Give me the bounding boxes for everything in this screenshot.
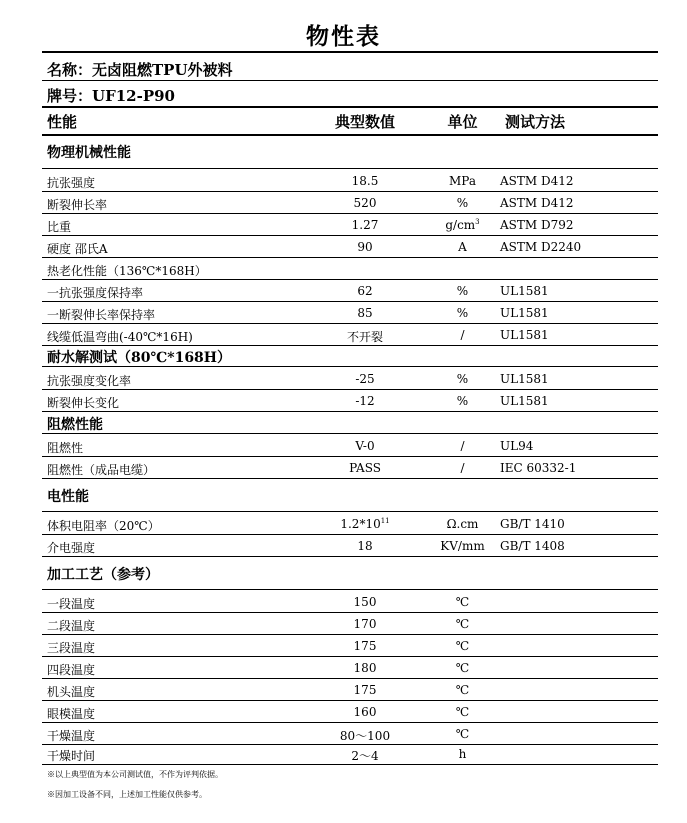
property-unit — [430, 683, 495, 697]
table-row — [0, 457, 687, 479]
test-method: UL94 — [500, 439, 534, 453]
table-row — [0, 679, 687, 701]
page-title: 物性表 — [306, 23, 381, 50]
property-unit — [430, 595, 495, 609]
property-value — [300, 372, 430, 386]
unit-text: / — [460, 461, 465, 475]
property-name: 一抗张强度保持率 — [47, 286, 144, 300]
row-rule — [42, 764, 658, 765]
property-value — [300, 394, 430, 408]
value-text: 1.2*10 — [340, 517, 381, 531]
unit-text: ℃ — [455, 617, 470, 631]
property-name: 干燥时间 — [47, 749, 96, 763]
unit-text: Ω.cm — [446, 517, 479, 531]
section-title: 耐水解测试（80℃*168H） — [47, 350, 232, 366]
test-method: GB/T 1408 — [500, 539, 565, 553]
property-name: 一段温度 — [47, 597, 96, 611]
property-name: 断裂伸长率 — [47, 198, 108, 212]
unit-text: % — [456, 306, 469, 320]
property-unit — [430, 705, 495, 719]
property-name: 抗张强度变化率 — [47, 374, 132, 388]
section-title: 电性能 — [47, 489, 89, 505]
property-value — [300, 240, 430, 254]
property-name: 机头温度 — [47, 685, 96, 699]
property-unit — [430, 306, 495, 320]
property-name: 热老化性能（136℃*168H） — [47, 264, 207, 278]
unit-text: A — [458, 240, 467, 254]
test-method: UL1581 — [500, 306, 549, 320]
property-name: 阻燃性（成品电缆） — [47, 463, 156, 477]
top-rule — [42, 51, 658, 53]
unit-text: ℃ — [455, 683, 470, 697]
table-row — [0, 170, 687, 192]
table-row — [0, 657, 687, 679]
section-rule — [42, 589, 658, 590]
test-method: ASTM D792 — [500, 218, 574, 232]
table-row — [0, 368, 687, 390]
value-text: 520 — [353, 196, 377, 210]
property-unit — [430, 617, 495, 631]
property-value — [300, 727, 430, 744]
unit-text: g/cm — [445, 218, 476, 232]
header-property: 性能 — [47, 113, 78, 131]
property-value — [300, 284, 430, 298]
property-value — [300, 539, 430, 553]
property-value — [300, 174, 430, 188]
value-text: PASS — [349, 461, 381, 475]
unit-text: h — [458, 747, 467, 761]
table-row — [0, 435, 687, 457]
table-row — [0, 723, 687, 745]
header-bottom-rule — [42, 134, 658, 136]
unit-text: % — [456, 372, 469, 386]
row-rule — [42, 478, 658, 479]
test-method: UL1581 — [500, 394, 549, 408]
property-name: 眼模温度 — [47, 707, 96, 721]
value-text: 160 — [353, 705, 377, 719]
test-method: GB/T 1410 — [500, 517, 565, 531]
value-text: 90 — [357, 240, 373, 254]
section-rule — [42, 433, 658, 434]
section-title: 阻燃性能 — [47, 417, 103, 433]
property-unit — [430, 539, 495, 553]
property-value — [300, 683, 430, 697]
header-top-rule — [42, 106, 658, 108]
property-name: 体积电阻率（20℃） — [47, 519, 160, 533]
unit-text: ℃ — [455, 705, 470, 719]
unit-text: ℃ — [455, 595, 470, 609]
test-method: UL1581 — [500, 328, 549, 342]
divider — [42, 80, 658, 81]
unit-text: MPa — [449, 174, 476, 188]
unit-text: KV/mm — [440, 539, 485, 553]
table-row — [0, 192, 687, 214]
unit-text: / — [460, 328, 465, 342]
property-unit — [430, 461, 495, 475]
table-row — [0, 701, 687, 723]
value-text: 150 — [353, 595, 377, 609]
property-name: 抗张强度 — [47, 176, 96, 190]
property-name: 介电强度 — [47, 541, 96, 555]
table-row — [0, 280, 687, 302]
property-name: 硬度 邵氏A — [47, 242, 108, 256]
product-grade: 牌号：UF12-P90 — [47, 87, 175, 105]
table-row — [0, 324, 687, 346]
value-text: -12 — [355, 394, 375, 408]
unit-text: / — [460, 439, 465, 453]
section-title: 物理机械性能 — [47, 145, 131, 161]
property-value — [300, 747, 430, 764]
property-unit — [430, 174, 495, 188]
test-method: IEC 60332-1 — [500, 461, 577, 475]
value-text: 62 — [357, 284, 373, 298]
value-text: 175 — [353, 683, 377, 697]
property-name: 断裂伸长变化 — [47, 396, 120, 410]
section-rule — [42, 168, 658, 169]
table-row — [0, 613, 687, 635]
value-text: 18 — [357, 539, 373, 553]
value-text: V-0 — [355, 439, 375, 453]
table-row — [0, 236, 687, 258]
unit-exponent: 3 — [475, 218, 480, 226]
unit-text: % — [456, 394, 469, 408]
property-unit — [430, 727, 495, 741]
property-unit — [430, 372, 495, 386]
value-text: -25 — [355, 372, 375, 386]
property-value — [300, 218, 430, 232]
unit-text: % — [456, 196, 469, 210]
table-row — [0, 591, 687, 613]
value-text: 170 — [353, 617, 377, 631]
row-rule — [42, 411, 658, 412]
table-row — [0, 302, 687, 324]
property-value — [300, 661, 430, 675]
property-value — [300, 639, 430, 653]
value-text: 1.27 — [351, 218, 379, 232]
value-text: 18.5 — [351, 174, 379, 188]
value-text: 不开裂 — [346, 330, 383, 344]
property-unit — [430, 240, 495, 254]
property-value — [300, 461, 430, 475]
unit-text: ℃ — [455, 727, 470, 741]
property-unit — [430, 747, 495, 761]
property-value — [300, 439, 430, 453]
section-rule — [42, 511, 658, 512]
table-row — [0, 513, 687, 535]
property-unit — [430, 439, 495, 453]
property-value — [300, 306, 430, 320]
property-value — [300, 595, 430, 609]
table-row — [0, 214, 687, 236]
property-name: 干燥温度 — [47, 729, 96, 743]
table-row — [0, 635, 687, 657]
property-name: 二段温度 — [47, 619, 96, 633]
header-value: 典型数值 — [334, 113, 395, 131]
property-unit — [430, 661, 495, 675]
property-name: 四段温度 — [47, 663, 96, 677]
row-rule — [42, 345, 658, 346]
table-row — [0, 258, 687, 280]
test-method: ASTM D412 — [500, 196, 574, 210]
value-text: 180 — [353, 661, 377, 675]
property-unit — [430, 639, 495, 653]
property-unit — [430, 328, 495, 342]
row-rule — [42, 556, 658, 557]
test-method: ASTM D412 — [500, 174, 574, 188]
test-method: UL1581 — [500, 284, 549, 298]
property-value — [300, 196, 430, 210]
table-row — [0, 743, 687, 765]
unit-text: ℃ — [455, 661, 470, 675]
property-name: 线缆低温弯曲(-40℃*16H) — [47, 330, 193, 344]
property-unit — [430, 517, 495, 531]
property-value — [300, 517, 430, 531]
test-method: UL1581 — [500, 372, 549, 386]
unit-text: % — [456, 284, 469, 298]
property-value — [300, 617, 430, 631]
value-text: 85 — [357, 306, 373, 320]
product-name: 名称：无卤阻燃TPU外被料 — [47, 61, 233, 79]
header-unit: 单位 — [447, 113, 478, 131]
unit-text: ℃ — [455, 639, 470, 653]
property-unit — [430, 284, 495, 298]
value-text: 2～4 — [351, 749, 379, 763]
property-value — [300, 328, 430, 345]
value-text: 80～100 — [339, 729, 391, 743]
footnote: ※因加工设备不同，上述加工性能仅供参考。 — [47, 790, 207, 799]
footnote: ※以上典型值为本公司测试值，不作为评判依据。 — [47, 770, 223, 779]
property-name: 阻燃性 — [47, 441, 84, 455]
value-exponent: 11 — [380, 517, 390, 525]
property-name: 一断裂伸长率保持率 — [47, 308, 156, 322]
header-method: 测试方法 — [505, 113, 566, 131]
section-rule — [42, 366, 658, 367]
value-text: 175 — [353, 639, 377, 653]
property-unit — [430, 196, 495, 210]
table-row — [0, 390, 687, 412]
property-name: 比重 — [47, 220, 72, 234]
property-unit — [430, 394, 495, 408]
property-value — [300, 705, 430, 719]
section-title: 加工工艺（参考） — [47, 567, 159, 583]
table-row — [0, 535, 687, 557]
property-name: 三段温度 — [47, 641, 96, 655]
property-unit — [430, 218, 495, 232]
test-method: ASTM D2240 — [500, 240, 582, 254]
